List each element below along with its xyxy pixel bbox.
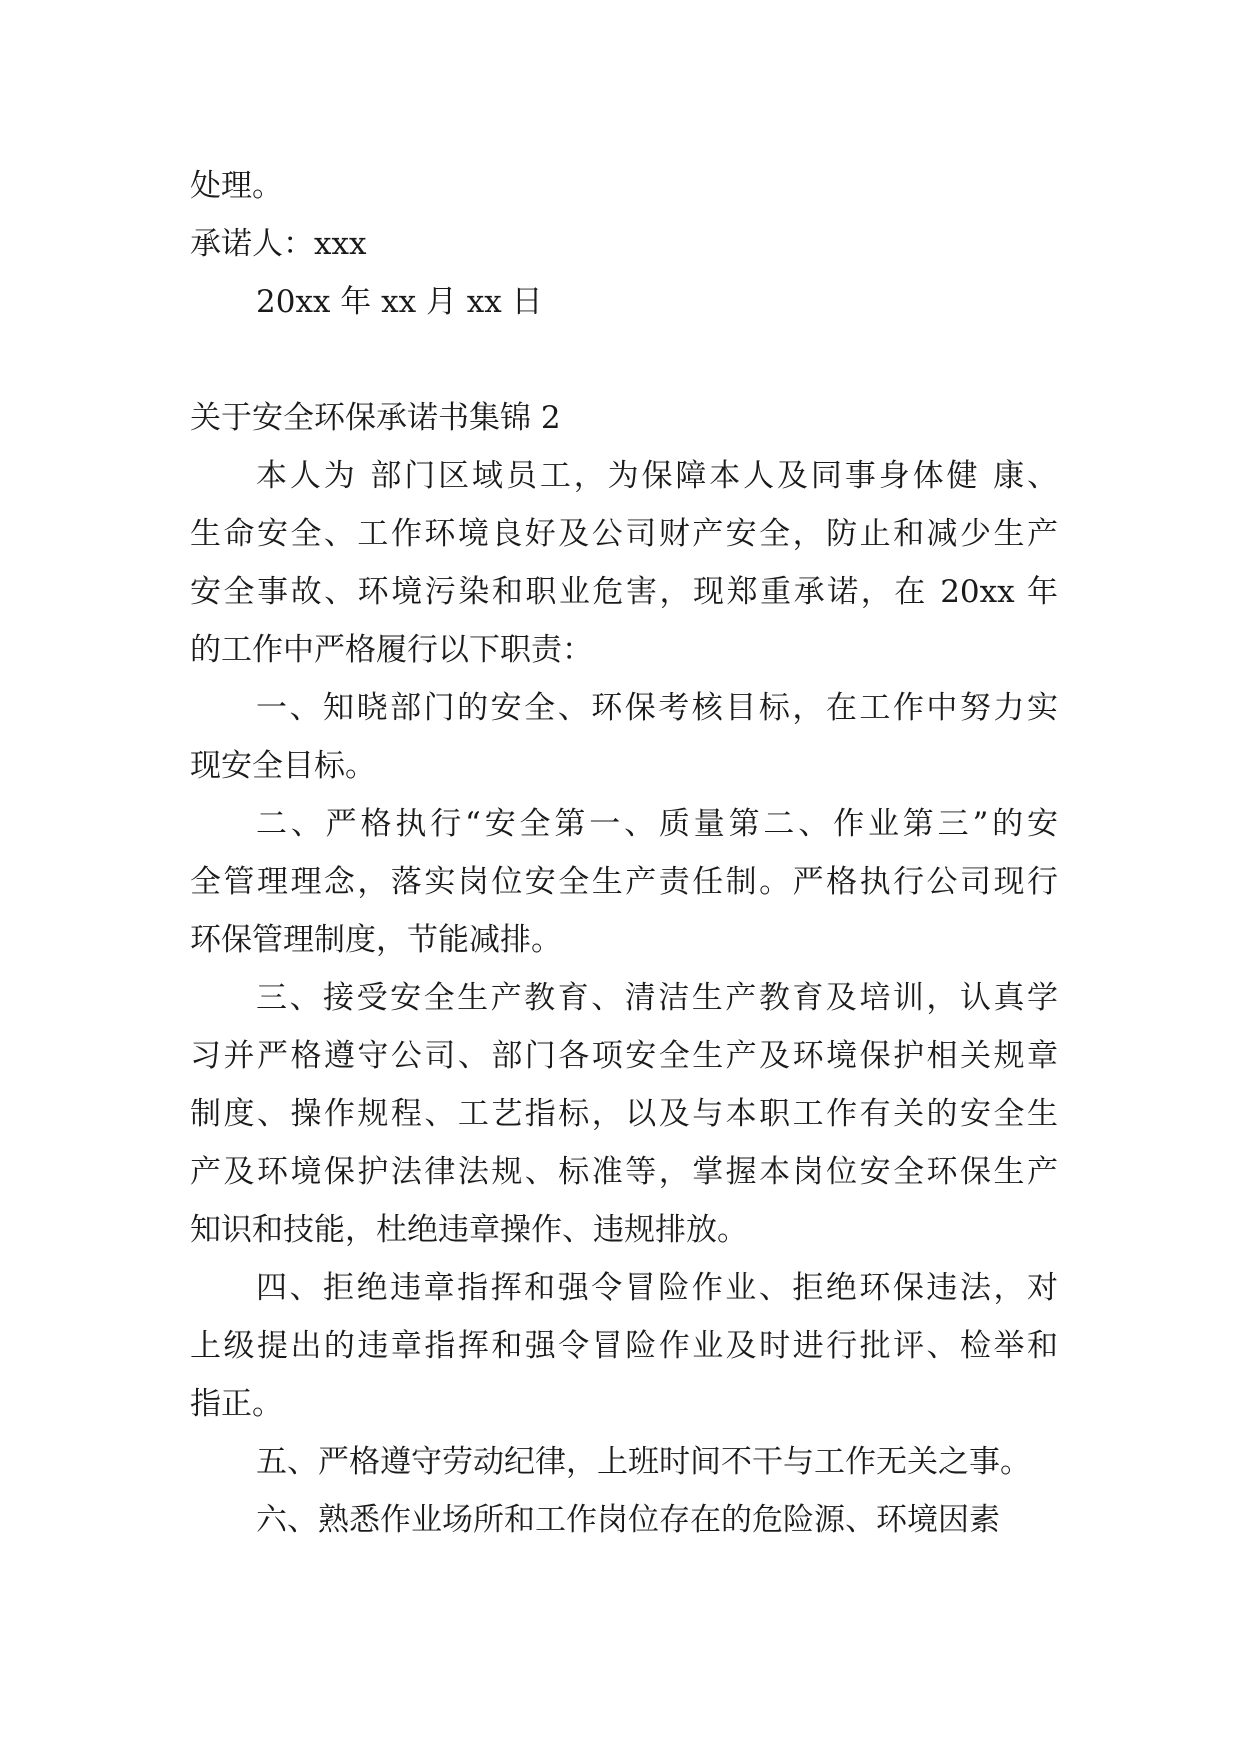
paragraph-line: 环保管理制度，节能减排。 xyxy=(190,922,562,958)
paragraph-line: 知识和技能，杜绝违章操作、违规排放。 xyxy=(190,1212,748,1248)
previous-text-end: 处理。 xyxy=(190,168,283,204)
signer-line: 承诺人：xxx xyxy=(190,226,367,262)
paragraph-line: 生命安全、工作环境良好及公司财产安全，防止和减少生产 xyxy=(190,516,1058,552)
paragraph-line: 三、接受安全生产教育、清洁生产教育及培训，认真学 xyxy=(256,980,1058,1016)
paragraph-line: 本人为 部门区域员工，为保障本人及同事身体健 康、 xyxy=(256,458,1058,494)
paragraph-line: 习并严格遵守公司、部门各项安全生产及环境保护相关规章 xyxy=(190,1038,1058,1074)
section-title: 关于安全环保承诺书集锦 2 xyxy=(190,400,561,436)
paragraph-line: 全管理理念，落实岗位安全生产责任制。严格执行公司现行 xyxy=(190,864,1058,900)
paragraph-line: 六、熟悉作业场所和工作岗位存在的危险源、环境因素 xyxy=(256,1502,1000,1538)
date-line: 20xx 年 xx 月 xx 日 xyxy=(256,284,543,320)
paragraph-line: 产及环境保护法律法规、标准等，掌握本岗位安全环保生产 xyxy=(190,1154,1058,1190)
paragraph-line: 安全事故、环境污染和职业危害，现郑重承诺，在 20xx 年 xyxy=(190,574,1058,610)
paragraph-line: 上级提出的违章指挥和强令冒险作业及时进行批评、检举和 xyxy=(190,1328,1058,1364)
paragraph-line: 的工作中严格履行以下职责： xyxy=(190,632,593,668)
paragraph-line: 指正。 xyxy=(190,1386,283,1422)
paragraph-line: 五、严格遵守劳动纪律，上班时间不干与工作无关之事。 xyxy=(256,1444,1031,1480)
paragraph-line: 四、拒绝违章指挥和强令冒险作业、拒绝环保违法，对 xyxy=(256,1270,1058,1306)
paragraph-line: 一、知晓部门的安全、环保考核目标，在工作中努力实 xyxy=(256,690,1058,726)
paragraph-line: 二、严格执行“安全第一、质量第二、作业第三”的安 xyxy=(256,806,1058,842)
paragraph-line: 现安全目标。 xyxy=(190,748,376,784)
paragraph-line: 制度、操作规程、工艺指标，以及与本职工作有关的安全生 xyxy=(190,1096,1058,1132)
